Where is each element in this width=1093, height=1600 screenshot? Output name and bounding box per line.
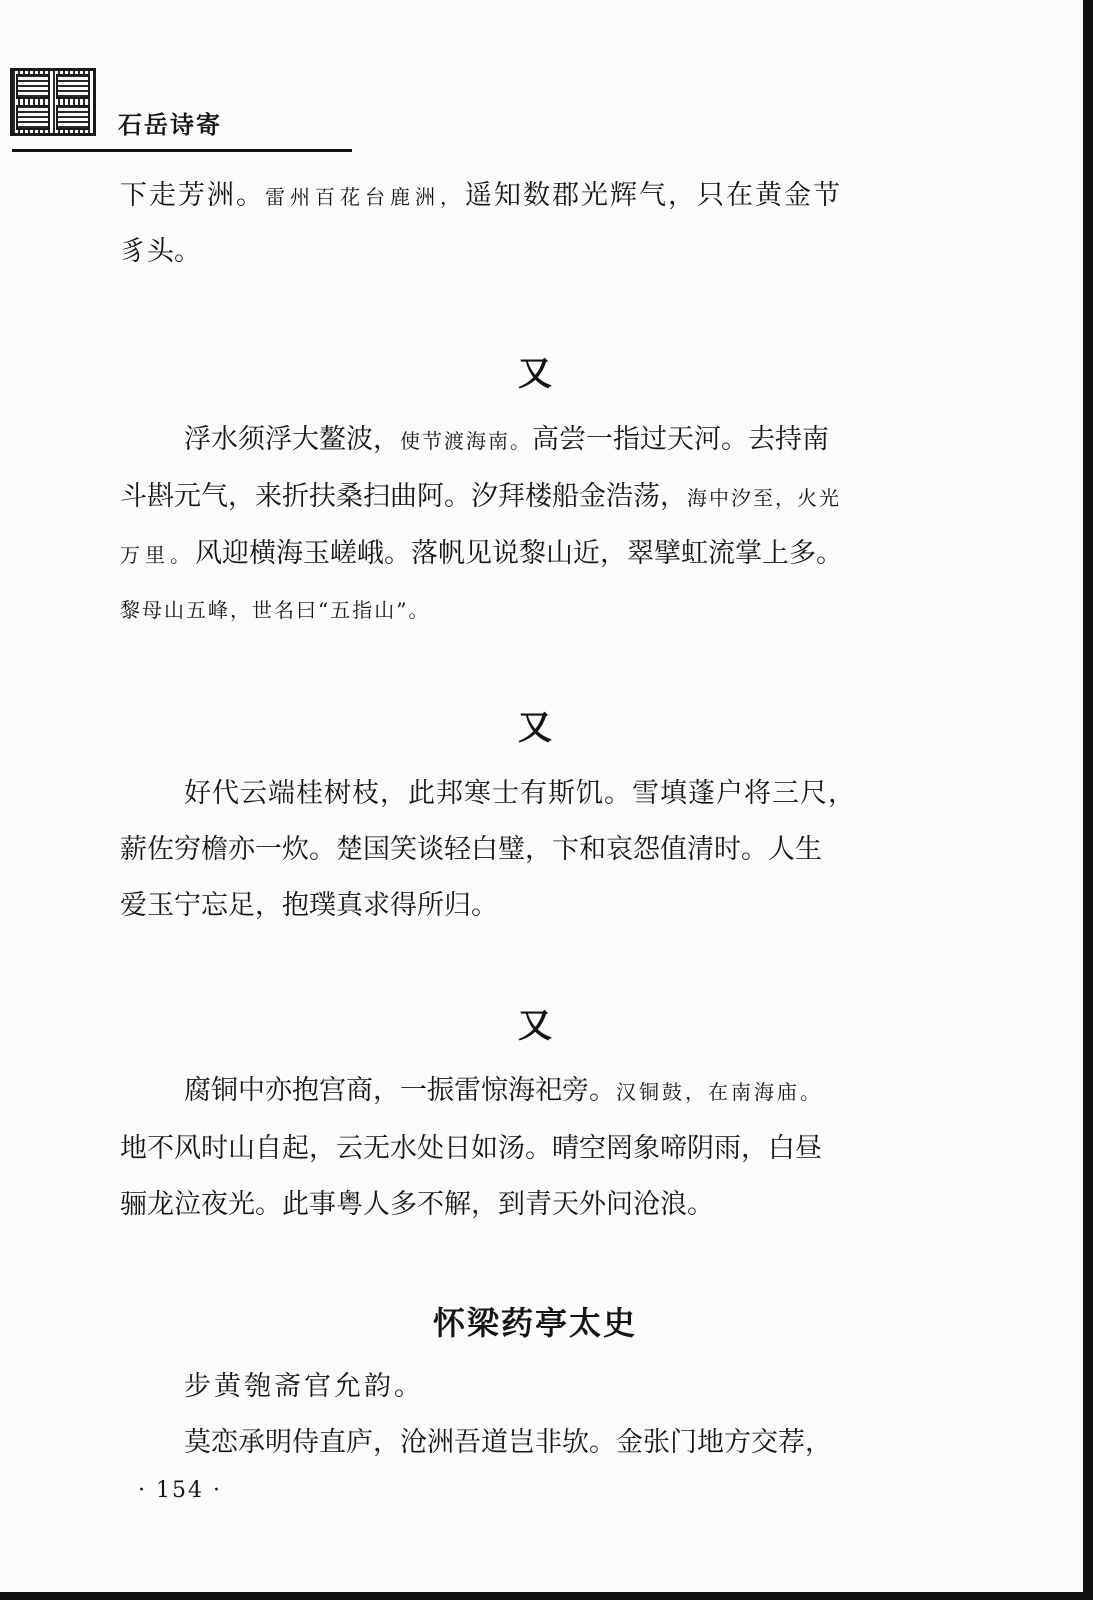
text-line [184, 1076, 823, 1106]
text-line [120, 835, 822, 865]
annotation-note: 雷州百花台鹿洲， [265, 185, 465, 209]
verse-text: 爱玉宁忘足，抱璞真求得所归。 [120, 890, 498, 921]
text-line [184, 1428, 832, 1458]
text-line [120, 181, 842, 211]
verse-text: 遥知数郡光辉气，只在黄金节 [465, 180, 842, 211]
annotation-note: 使节渡海南。 [400, 429, 532, 453]
text-line [120, 1190, 714, 1220]
text-line [120, 594, 430, 624]
verse-text: 下走芳洲。 [120, 180, 265, 211]
verse-text: 地不风时山自起，云无水处日如汤。晴空罔象啼阴雨，白昼 [120, 1133, 822, 1164]
verse-text: 斗斟元气，来折扶桑扫曲阿。汐拜楼船金浩荡， [120, 481, 687, 512]
text-line [120, 891, 498, 921]
scan-right-edge [1083, 0, 1093, 1600]
text-line [184, 425, 829, 455]
verse-text: 好代云端桂树枝，此邦寒士有斯饥。雪填蓬户将三尺， [184, 778, 856, 809]
verse-text: 薪佐穷檐亦一炊。楚国笑谈轻白璧，卞和哀怨值清时。人生 [120, 834, 822, 865]
running-header-title: 石岳诗寄 [118, 111, 222, 139]
annotation-note: 万里。 [120, 543, 195, 567]
text-line [120, 1134, 822, 1164]
section-heading: 又 [518, 708, 552, 748]
text-line [120, 237, 201, 267]
text-line [120, 539, 843, 569]
verse-text: 骊龙泣夜光。此事粤人多不解，到青天外问沧浪。 [120, 1189, 714, 1220]
header-rule [12, 149, 352, 152]
annotation-note: 海中汐至，火光 [687, 486, 841, 510]
verse-text: 豸头。 [120, 236, 201, 267]
section-heading: 又 [518, 1006, 552, 1046]
verse-text: 高尝一指过天河。去持南 [532, 424, 829, 455]
page-number: · 154 · [138, 1478, 222, 1503]
annotation-note: 汉铜鼓，在南海庙。 [616, 1080, 823, 1104]
text-line [120, 482, 841, 512]
scan-bottom-edge [0, 1592, 1093, 1600]
poem-title: 怀梁药亭太史 [432, 1304, 637, 1342]
verse-text: 风迎横海玉嵯峨。落帆见说黎山近，翠擘虹流掌上多。 [195, 538, 843, 569]
text-line [184, 1372, 424, 1402]
verse-text: 浮水须浮大鳌波， [184, 424, 400, 455]
verse-text: 腐铜中亦抱宫商，一振雷惊海祀旁。 [184, 1075, 616, 1106]
seal-stamp-icon [10, 68, 96, 136]
verse-text: 莫恋承明侍直庐，沧洲吾道岂非欤。金张门地方交荐， [184, 1427, 832, 1458]
annotation-note: 黎母山五峰，世名曰“五指山”。 [120, 598, 431, 622]
preface-text: 步黄匏斋官允韵。 [184, 1371, 424, 1402]
text-line [184, 779, 856, 809]
section-heading: 又 [518, 354, 552, 394]
